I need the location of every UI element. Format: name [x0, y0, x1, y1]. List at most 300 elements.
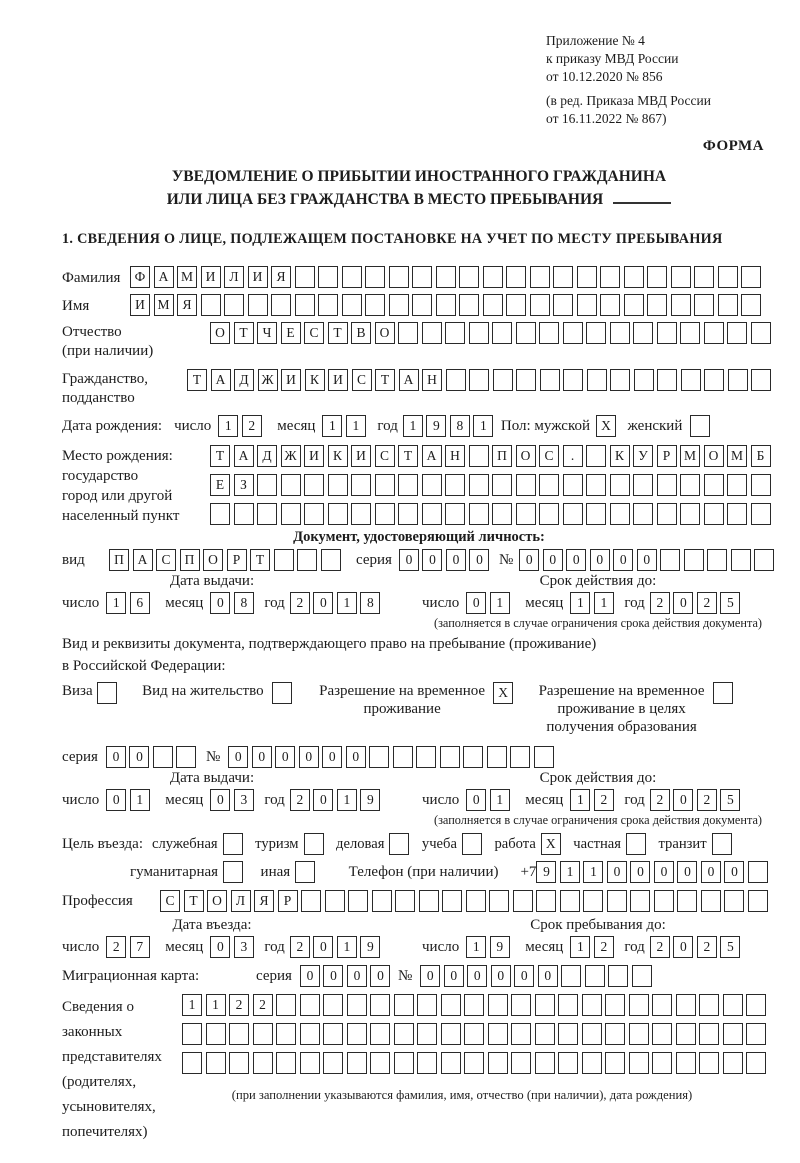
form-cell[interactable]: [398, 474, 418, 496]
form-cell[interactable]: [229, 1023, 249, 1045]
form-cell[interactable]: 0: [543, 549, 563, 571]
form-cell[interactable]: 1: [490, 789, 510, 811]
form-cell[interactable]: [271, 294, 291, 316]
form-cell[interactable]: С: [539, 445, 559, 467]
form-cell[interactable]: Е: [281, 322, 301, 344]
form-cell[interactable]: [629, 994, 649, 1016]
form-cell[interactable]: 0: [313, 789, 333, 811]
form-cell[interactable]: [624, 294, 644, 316]
form-cell[interactable]: 2: [229, 994, 249, 1016]
form-cell[interactable]: [561, 965, 581, 987]
form-cell[interactable]: [442, 890, 462, 912]
form-cell[interactable]: [441, 1023, 461, 1045]
form-cell[interactable]: [724, 890, 744, 912]
form-cell[interactable]: [493, 369, 513, 391]
form-cell[interactable]: [558, 994, 578, 1016]
form-cell[interactable]: [416, 746, 436, 768]
form-cell[interactable]: [671, 294, 691, 316]
form-cell[interactable]: 0: [590, 549, 610, 571]
form-cell[interactable]: З: [234, 474, 254, 496]
form-cell[interactable]: [325, 890, 345, 912]
form-cell[interactable]: [699, 1023, 719, 1045]
form-cell[interactable]: 1: [473, 415, 493, 437]
form-cell[interactable]: [393, 746, 413, 768]
form-cell[interactable]: 1: [206, 994, 226, 1016]
form-cell[interactable]: Л: [231, 890, 251, 912]
form-cell[interactable]: [746, 1052, 766, 1074]
form-cell[interactable]: [440, 746, 460, 768]
form-cell[interactable]: [464, 1052, 484, 1074]
form-cell[interactable]: 0: [228, 746, 248, 768]
form-cell[interactable]: Р: [657, 445, 677, 467]
form-cell[interactable]: [676, 1052, 696, 1074]
form-cell[interactable]: 2: [650, 592, 670, 614]
form-cell[interactable]: [229, 1052, 249, 1074]
form-cell[interactable]: X: [541, 833, 561, 855]
form-cell[interactable]: [748, 861, 768, 883]
form-cell[interactable]: А: [422, 445, 442, 467]
form-cell[interactable]: С: [304, 322, 324, 344]
form-cell[interactable]: 0: [466, 789, 486, 811]
form-cell[interactable]: 5: [720, 936, 740, 958]
form-cell[interactable]: [483, 294, 503, 316]
form-cell[interactable]: [516, 322, 536, 344]
form-cell[interactable]: 1: [337, 592, 357, 614]
form-cell[interactable]: [535, 994, 555, 1016]
form-cell[interactable]: 2: [697, 936, 717, 958]
form-cell[interactable]: [563, 503, 583, 525]
form-cell[interactable]: [690, 415, 710, 437]
form-cell[interactable]: [257, 503, 277, 525]
form-cell[interactable]: [684, 549, 704, 571]
form-cell[interactable]: [318, 266, 338, 288]
form-cell[interactable]: 1: [182, 994, 202, 1016]
form-cell[interactable]: 1: [337, 936, 357, 958]
form-cell[interactable]: К: [328, 445, 348, 467]
form-cell[interactable]: 2: [697, 789, 717, 811]
form-cell[interactable]: [394, 994, 414, 1016]
form-cell[interactable]: 9: [426, 415, 446, 437]
form-cell[interactable]: 2: [697, 592, 717, 614]
form-cell[interactable]: [445, 503, 465, 525]
form-cell[interactable]: [295, 294, 315, 316]
form-cell[interactable]: [701, 890, 721, 912]
form-cell[interactable]: 5: [720, 592, 740, 614]
form-cell[interactable]: [704, 474, 724, 496]
form-cell[interactable]: [469, 474, 489, 496]
form-cell[interactable]: Ч: [257, 322, 277, 344]
form-cell[interactable]: 0: [467, 965, 487, 987]
form-cell[interactable]: [727, 503, 747, 525]
form-cell[interactable]: [681, 369, 701, 391]
form-cell[interactable]: 0: [566, 549, 586, 571]
form-cell[interactable]: [607, 890, 627, 912]
form-cell[interactable]: 0: [299, 746, 319, 768]
form-cell[interactable]: С: [375, 445, 395, 467]
form-cell[interactable]: [510, 746, 530, 768]
form-cell[interactable]: 0: [673, 592, 693, 614]
form-cell[interactable]: 0: [252, 746, 272, 768]
form-cell[interactable]: [511, 1023, 531, 1045]
form-cell[interactable]: [605, 1023, 625, 1045]
form-cell[interactable]: [276, 1023, 296, 1045]
form-cell[interactable]: О: [704, 445, 724, 467]
form-cell[interactable]: 0: [724, 861, 744, 883]
form-cell[interactable]: 0: [607, 861, 627, 883]
form-cell[interactable]: [394, 1023, 414, 1045]
form-cell[interactable]: 0: [370, 965, 390, 987]
form-cell[interactable]: Я: [177, 294, 197, 316]
form-cell[interactable]: [657, 503, 677, 525]
form-cell[interactable]: [754, 549, 774, 571]
form-cell[interactable]: Н: [445, 445, 465, 467]
form-cell[interactable]: [577, 294, 597, 316]
form-cell[interactable]: [492, 322, 512, 344]
form-cell[interactable]: [587, 369, 607, 391]
form-cell[interactable]: [463, 746, 483, 768]
form-cell[interactable]: [535, 1023, 555, 1045]
form-cell[interactable]: 0: [673, 936, 693, 958]
form-cell[interactable]: [489, 890, 509, 912]
form-cell[interactable]: [398, 322, 418, 344]
form-cell[interactable]: 0: [469, 549, 489, 571]
form-cell[interactable]: [422, 474, 442, 496]
form-cell[interactable]: [234, 503, 254, 525]
form-cell[interactable]: [182, 1023, 202, 1045]
form-cell[interactable]: [632, 965, 652, 987]
form-cell[interactable]: [464, 994, 484, 1016]
form-cell[interactable]: [253, 1052, 273, 1074]
form-cell[interactable]: [657, 474, 677, 496]
form-cell[interactable]: [300, 994, 320, 1016]
form-cell[interactable]: 0: [129, 746, 149, 768]
form-cell[interactable]: [654, 890, 674, 912]
form-cell[interactable]: [469, 369, 489, 391]
form-cell[interactable]: 0: [275, 746, 295, 768]
form-cell[interactable]: [389, 266, 409, 288]
form-cell[interactable]: И: [328, 369, 348, 391]
form-cell[interactable]: В: [351, 322, 371, 344]
form-cell[interactable]: [351, 474, 371, 496]
form-cell[interactable]: Р: [227, 549, 247, 571]
form-cell[interactable]: 1: [570, 592, 590, 614]
form-cell[interactable]: [389, 294, 409, 316]
form-cell[interactable]: [176, 746, 196, 768]
form-cell[interactable]: П: [109, 549, 129, 571]
form-cell[interactable]: 1: [130, 789, 150, 811]
form-cell[interactable]: [660, 549, 680, 571]
form-cell[interactable]: Е: [210, 474, 230, 496]
form-cell[interactable]: [323, 994, 343, 1016]
form-cell[interactable]: 0: [210, 789, 230, 811]
form-cell[interactable]: 0: [466, 592, 486, 614]
form-cell[interactable]: 9: [490, 936, 510, 958]
form-cell[interactable]: Я: [254, 890, 274, 912]
form-cell[interactable]: [723, 994, 743, 1016]
form-cell[interactable]: [583, 890, 603, 912]
form-cell[interactable]: [466, 890, 486, 912]
form-cell[interactable]: 5: [720, 789, 740, 811]
form-cell[interactable]: 2: [242, 415, 262, 437]
form-cell[interactable]: Ж: [258, 369, 278, 391]
form-cell[interactable]: [441, 994, 461, 1016]
form-cell[interactable]: [347, 1023, 367, 1045]
form-cell[interactable]: [370, 1052, 390, 1074]
form-cell[interactable]: К: [305, 369, 325, 391]
form-cell[interactable]: [469, 445, 489, 467]
form-cell[interactable]: [577, 266, 597, 288]
form-cell[interactable]: X: [493, 682, 513, 704]
form-cell[interactable]: [626, 833, 646, 855]
form-cell[interactable]: [723, 1023, 743, 1045]
form-cell[interactable]: А: [133, 549, 153, 571]
form-cell[interactable]: [417, 1052, 437, 1074]
form-cell[interactable]: [728, 369, 748, 391]
form-cell[interactable]: .: [563, 445, 583, 467]
form-cell[interactable]: 0: [313, 936, 333, 958]
form-cell[interactable]: [534, 746, 554, 768]
form-cell[interactable]: Я: [271, 266, 291, 288]
form-cell[interactable]: П: [492, 445, 512, 467]
form-cell[interactable]: [446, 369, 466, 391]
form-cell[interactable]: [347, 1052, 367, 1074]
form-cell[interactable]: [582, 1023, 602, 1045]
form-cell[interactable]: Р: [278, 890, 298, 912]
form-cell[interactable]: [398, 503, 418, 525]
form-cell[interactable]: 0: [322, 746, 342, 768]
form-cell[interactable]: 1: [560, 861, 580, 883]
form-cell[interactable]: Т: [187, 369, 207, 391]
form-cell[interactable]: [153, 746, 173, 768]
form-cell[interactable]: 0: [538, 965, 558, 987]
form-cell[interactable]: [553, 294, 573, 316]
form-cell[interactable]: [365, 266, 385, 288]
form-cell[interactable]: [563, 322, 583, 344]
form-cell[interactable]: И: [130, 294, 150, 316]
form-cell[interactable]: И: [351, 445, 371, 467]
form-cell[interactable]: [723, 1052, 743, 1074]
form-cell[interactable]: Б: [751, 445, 771, 467]
form-cell[interactable]: [422, 322, 442, 344]
form-cell[interactable]: [464, 1023, 484, 1045]
form-cell[interactable]: О: [210, 322, 230, 344]
form-cell[interactable]: [540, 369, 560, 391]
form-cell[interactable]: Т: [210, 445, 230, 467]
form-cell[interactable]: 8: [450, 415, 470, 437]
form-cell[interactable]: [647, 294, 667, 316]
form-cell[interactable]: И: [248, 266, 268, 288]
form-cell[interactable]: [748, 890, 768, 912]
form-cell[interactable]: [539, 503, 559, 525]
form-cell[interactable]: 0: [637, 549, 657, 571]
form-cell[interactable]: О: [203, 549, 223, 571]
form-cell[interactable]: 2: [650, 789, 670, 811]
form-cell[interactable]: [652, 994, 672, 1016]
form-cell[interactable]: [558, 1052, 578, 1074]
form-cell[interactable]: О: [375, 322, 395, 344]
form-cell[interactable]: [300, 1052, 320, 1074]
form-cell[interactable]: 3: [234, 936, 254, 958]
form-cell[interactable]: М: [177, 266, 197, 288]
form-cell[interactable]: 9: [360, 789, 380, 811]
form-cell[interactable]: О: [207, 890, 227, 912]
form-cell[interactable]: [704, 322, 724, 344]
form-cell[interactable]: 1: [594, 592, 614, 614]
form-cell[interactable]: [600, 294, 620, 316]
form-cell[interactable]: [394, 1052, 414, 1074]
form-cell[interactable]: [248, 294, 268, 316]
form-cell[interactable]: [436, 266, 456, 288]
form-cell[interactable]: [633, 503, 653, 525]
form-cell[interactable]: 0: [446, 549, 466, 571]
form-cell[interactable]: [585, 965, 605, 987]
form-cell[interactable]: Ж: [281, 445, 301, 467]
form-cell[interactable]: [751, 503, 771, 525]
form-cell[interactable]: [445, 474, 465, 496]
form-cell[interactable]: [323, 1052, 343, 1074]
form-cell[interactable]: [257, 474, 277, 496]
form-cell[interactable]: [375, 503, 395, 525]
form-cell[interactable]: [97, 682, 117, 704]
form-cell[interactable]: 0: [106, 789, 126, 811]
form-cell[interactable]: [727, 474, 747, 496]
form-cell[interactable]: А: [154, 266, 174, 288]
form-cell[interactable]: [680, 322, 700, 344]
form-cell[interactable]: [488, 1052, 508, 1074]
form-cell[interactable]: 0: [654, 861, 674, 883]
form-cell[interactable]: 1: [337, 789, 357, 811]
form-cell[interactable]: 2: [594, 936, 614, 958]
form-cell[interactable]: X: [596, 415, 616, 437]
form-cell[interactable]: Т: [250, 549, 270, 571]
form-cell[interactable]: [553, 266, 573, 288]
form-cell[interactable]: [751, 474, 771, 496]
form-cell[interactable]: Ф: [130, 266, 150, 288]
form-cell[interactable]: [201, 294, 221, 316]
form-cell[interactable]: Т: [398, 445, 418, 467]
form-cell[interactable]: [746, 1023, 766, 1045]
form-cell[interactable]: 0: [106, 746, 126, 768]
form-cell[interactable]: 1: [322, 415, 342, 437]
form-cell[interactable]: [610, 322, 630, 344]
form-cell[interactable]: 0: [210, 936, 230, 958]
form-cell[interactable]: [751, 322, 771, 344]
form-cell[interactable]: [206, 1023, 226, 1045]
form-cell[interactable]: [223, 833, 243, 855]
form-cell[interactable]: [608, 965, 628, 987]
form-cell[interactable]: [586, 474, 606, 496]
form-cell[interactable]: [558, 1023, 578, 1045]
form-cell[interactable]: [328, 474, 348, 496]
form-cell[interactable]: [370, 1023, 390, 1045]
form-cell[interactable]: 2: [290, 936, 310, 958]
form-cell[interactable]: 1: [570, 789, 590, 811]
form-cell[interactable]: 1: [106, 592, 126, 614]
form-cell[interactable]: [511, 1052, 531, 1074]
form-cell[interactable]: [633, 322, 653, 344]
form-cell[interactable]: 0: [673, 789, 693, 811]
form-cell[interactable]: [469, 503, 489, 525]
form-cell[interactable]: 1: [570, 936, 590, 958]
form-cell[interactable]: Т: [328, 322, 348, 344]
form-cell[interactable]: 1: [466, 936, 486, 958]
form-cell[interactable]: [652, 1023, 672, 1045]
form-cell[interactable]: А: [399, 369, 419, 391]
form-cell[interactable]: [560, 890, 580, 912]
form-cell[interactable]: [462, 833, 482, 855]
form-cell[interactable]: 0: [347, 965, 367, 987]
form-cell[interactable]: [253, 1023, 273, 1045]
form-cell[interactable]: [718, 266, 738, 288]
form-cell[interactable]: 8: [360, 592, 380, 614]
form-cell[interactable]: 2: [594, 789, 614, 811]
form-cell[interactable]: [459, 294, 479, 316]
form-cell[interactable]: 6: [130, 592, 150, 614]
form-cell[interactable]: И: [201, 266, 221, 288]
form-cell[interactable]: [676, 994, 696, 1016]
form-cell[interactable]: [610, 474, 630, 496]
form-cell[interactable]: [487, 746, 507, 768]
form-cell[interactable]: [492, 503, 512, 525]
form-cell[interactable]: И: [281, 369, 301, 391]
form-cell[interactable]: М: [727, 445, 747, 467]
form-cell[interactable]: Т: [184, 890, 204, 912]
form-cell[interactable]: [295, 861, 315, 883]
form-cell[interactable]: [707, 549, 727, 571]
form-cell[interactable]: [680, 474, 700, 496]
form-cell[interactable]: [445, 322, 465, 344]
form-cell[interactable]: Н: [422, 369, 442, 391]
form-cell[interactable]: П: [180, 549, 200, 571]
form-cell[interactable]: [304, 833, 324, 855]
form-cell[interactable]: [704, 369, 724, 391]
form-cell[interactable]: 0: [701, 861, 721, 883]
form-cell[interactable]: [530, 266, 550, 288]
form-cell[interactable]: 2: [290, 789, 310, 811]
form-cell[interactable]: [731, 549, 751, 571]
form-cell[interactable]: 0: [313, 592, 333, 614]
form-cell[interactable]: [657, 369, 677, 391]
form-cell[interactable]: [713, 682, 733, 704]
form-cell[interactable]: 0: [420, 965, 440, 987]
form-cell[interactable]: [375, 474, 395, 496]
form-cell[interactable]: 9: [536, 861, 556, 883]
form-cell[interactable]: [530, 294, 550, 316]
form-cell[interactable]: [304, 474, 324, 496]
form-cell[interactable]: [301, 890, 321, 912]
form-cell[interactable]: М: [680, 445, 700, 467]
form-cell[interactable]: 0: [630, 861, 650, 883]
form-cell[interactable]: [629, 1023, 649, 1045]
form-cell[interactable]: [206, 1052, 226, 1074]
form-cell[interactable]: У: [633, 445, 653, 467]
form-cell[interactable]: [513, 890, 533, 912]
form-cell[interactable]: О: [516, 445, 536, 467]
form-cell[interactable]: 0: [346, 746, 366, 768]
form-cell[interactable]: 1: [346, 415, 366, 437]
form-cell[interactable]: [652, 1052, 672, 1074]
form-cell[interactable]: 8: [234, 592, 254, 614]
form-cell[interactable]: 0: [444, 965, 464, 987]
form-cell[interactable]: [718, 294, 738, 316]
form-cell[interactable]: [223, 861, 243, 883]
form-cell[interactable]: 0: [210, 592, 230, 614]
form-cell[interactable]: [276, 1052, 296, 1074]
form-cell[interactable]: [741, 294, 761, 316]
form-cell[interactable]: [741, 266, 761, 288]
form-cell[interactable]: [412, 266, 432, 288]
form-cell[interactable]: 1: [490, 592, 510, 614]
